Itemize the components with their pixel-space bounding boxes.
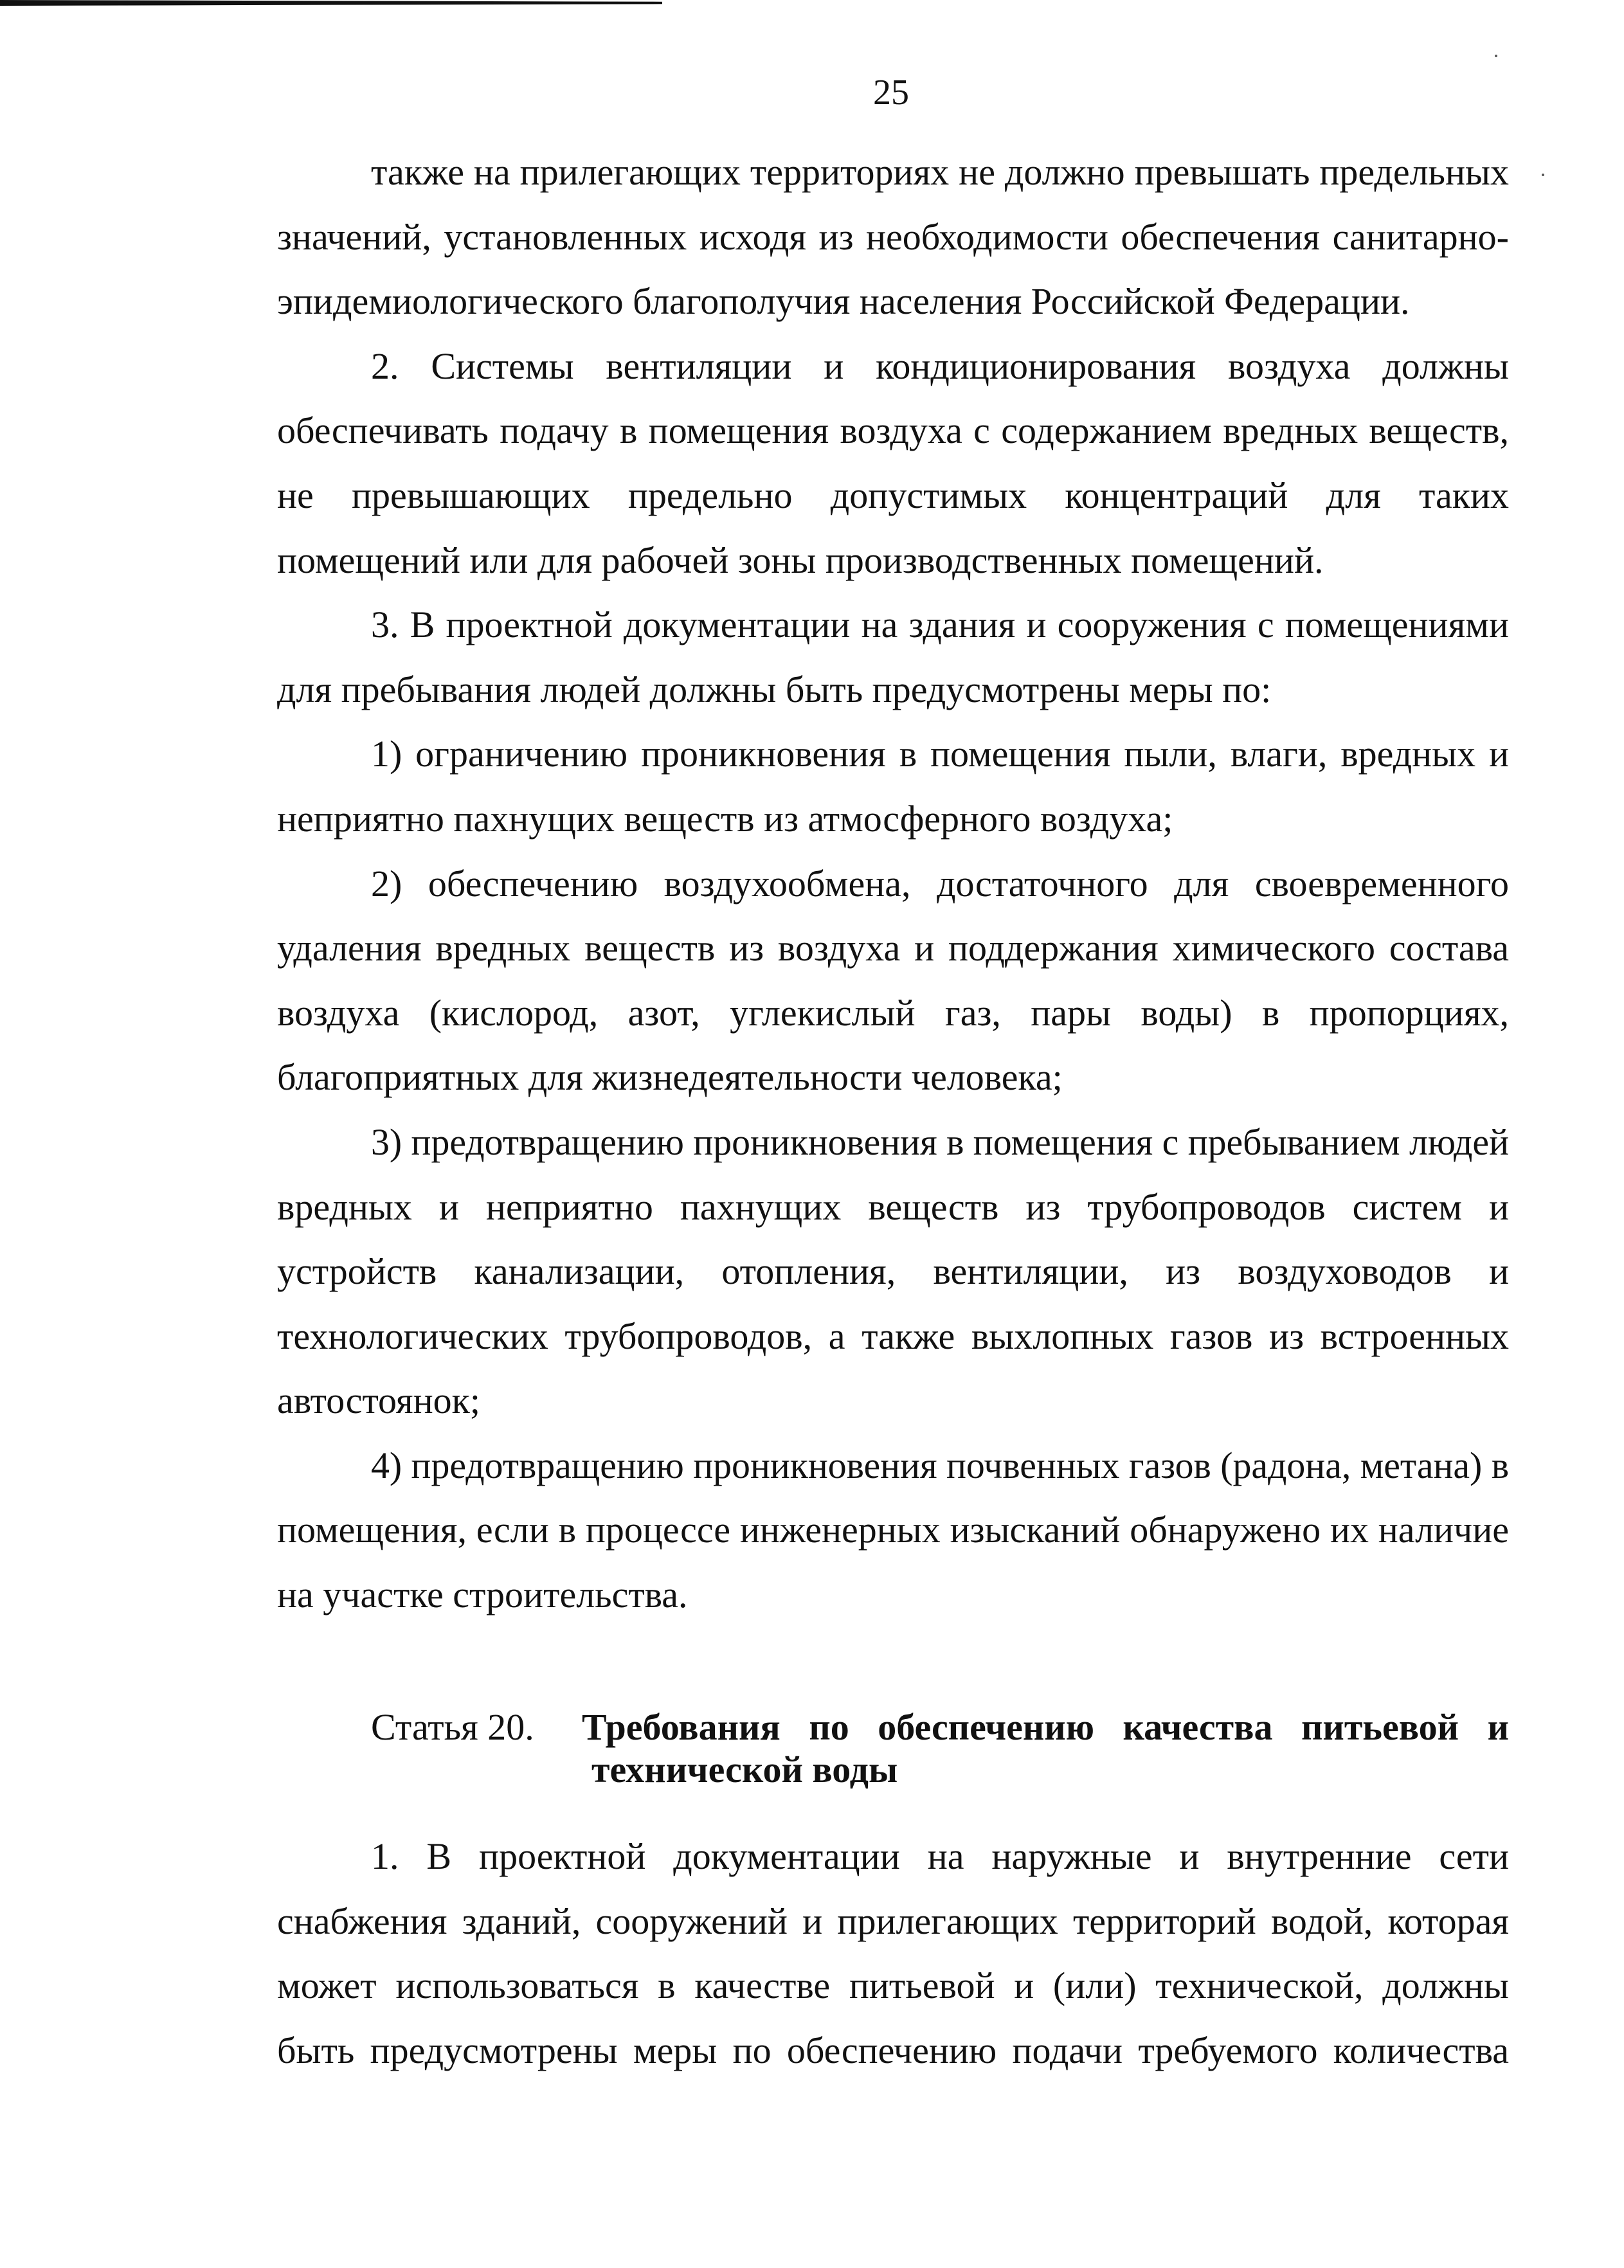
paragraph-line: обеспечивать подачу в помещения воздуха с содержанием вредных веществ, <box>277 410 1509 452</box>
scan-speck <box>1495 55 1497 57</box>
paragraph-line: технологических трубопроводов, а также выхлопных газов из встроенных <box>277 1315 1509 1357</box>
paragraph-line: автостоянок; <box>277 1380 480 1422</box>
paragraph-line: воздуха (кислород, азот, углекислый газ, пары воды) в пропорциях, <box>277 991 1509 1034</box>
paragraph-line: не превышающих предельно допустимых концентраций для таких <box>277 474 1509 516</box>
paragraph-line: 2. Системы вентиляции и кондиционирования воздуха должны <box>371 345 1509 387</box>
paragraph-line: также на прилегающих территориях не должно превышать предельных <box>371 151 1509 193</box>
paragraph-line: благоприятных для жизнедеятельности человека; <box>277 1056 1063 1099</box>
article-title-line: технической воды <box>591 1749 898 1790</box>
body-text-bottom <box>277 1824 1509 2083</box>
paragraph-line: удаления вредных веществ из воздуха и поддержания химического состава <box>277 927 1509 969</box>
body-text-top <box>277 140 1509 1628</box>
paragraph-line: 2) обеспечению воздухообмена, достаточного для своевременного <box>371 862 1509 905</box>
article-title-line: Требования по обеспечению качества питьевой и <box>582 1706 1509 1748</box>
paragraph-line: снабжения зданий, сооружений и прилегающих территорий водой, которая <box>277 1900 1509 1942</box>
paragraph-line: значений, установленных исходя из необходимости обеспечения санитарно- <box>277 215 1509 258</box>
paragraph-line: неприятно пахнущих веществ из атмосферного воздуха; <box>277 797 1173 840</box>
paragraph-line: на участке строительства. <box>277 1574 688 1616</box>
paragraph-line: может использоваться в качестве питьевой и (или) технической, должны <box>277 1965 1509 2007</box>
paragraph-line: быть предусмотрены меры по обеспечению подачи требуемого количества <box>277 2029 1509 2071</box>
paragraph-line: помещений или для рабочей зоны производственных помещений. <box>277 539 1324 581</box>
paragraph-line: эпидемиологического благополучия населения Российской Федерации. <box>277 280 1410 323</box>
article-label: Статья 20. <box>371 1706 534 1748</box>
paragraph-line: помещения, если в процессе инженерных изысканий обнаружено их наличие <box>277 1509 1509 1551</box>
paragraph-line: 1) ограничению проникновения в помещения пыли, влаги, вредных и <box>371 733 1509 775</box>
page-number: 25 <box>873 73 909 113</box>
paragraph-line: 3. В проектной документации на здания и сооружения с помещениями <box>371 604 1509 646</box>
paragraph-line: 4) предотвращению проникновения почвенных газов (радона, метана) в <box>370 1444 1509 1486</box>
paragraph-line: вредных и неприятно пахнущих веществ из трубопроводов систем и <box>277 1185 1509 1228</box>
paragraph-line: устройств канализации, отопления, вентиляции, из воздуховодов и <box>277 1250 1509 1293</box>
scan-speck <box>1542 174 1544 176</box>
paragraph-line: 1. В проектной документации на наружные и внутренние сети <box>371 1835 1509 1877</box>
paragraph-line: 3) предотвращению проникновения в помещения с пребыванием людей <box>370 1120 1509 1163</box>
scan-edge-artifact <box>0 0 662 6</box>
article-heading <box>371 1706 1509 1791</box>
paragraph-line: для пребывания людей должны быть предусмотрены меры по: <box>277 668 1272 710</box>
